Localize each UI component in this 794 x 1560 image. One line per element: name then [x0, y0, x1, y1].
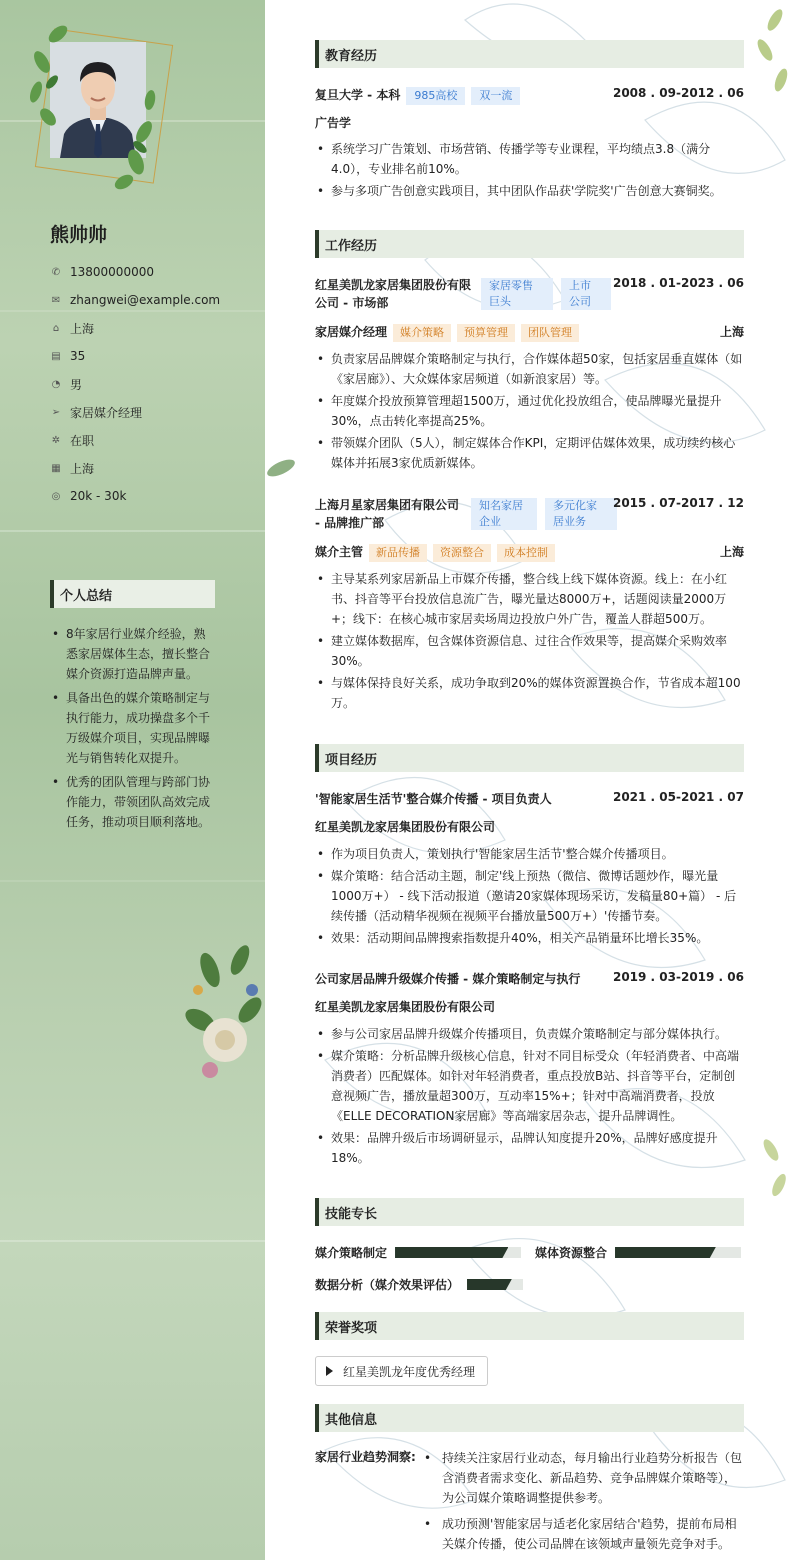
project-name: '智能家居生活节'整合媒介传播 - 项目负责人 — [315, 792, 552, 806]
job-header — [315, 276, 744, 312]
job-role-row — [315, 323, 744, 341]
email-icon: ✉ — [51, 294, 61, 306]
home-icon: ⌂ — [52, 322, 60, 334]
projects-title: 项目经历 — [315, 744, 744, 772]
education-major: 广告学 — [315, 116, 352, 130]
skills-title: 技能专长 — [315, 1198, 744, 1226]
list-item: • 效果：活动期间品牌搜索指数提升40%，相关产品销量环比增长35%。 — [315, 928, 744, 948]
tag-line: 多元化家 — [553, 499, 597, 512]
tag-line: 居业务 — [553, 515, 586, 528]
skill-item — [315, 1276, 523, 1293]
info-target-city — [50, 454, 220, 482]
project-date: 2019 . 03-2019 . 06 — [612, 970, 744, 984]
tag-line: 公司 — [569, 295, 591, 308]
skill-bar — [395, 1247, 521, 1258]
award-name: 红星美凯龙年度优秀经理 — [343, 1364, 476, 1379]
texture-streak — [0, 880, 265, 882]
list-item: • 建立媒体数据库，包含媒体资源信息、过往合作效果等，提高媒介采购效率30%。 — [315, 631, 744, 671]
project-company: 红星美凯龙家居集团股份有限公司 — [315, 1000, 496, 1014]
main-content — [265, 0, 794, 1560]
job-role: 家居媒介经理 — [315, 325, 388, 339]
leaf-wreath — [28, 22, 158, 197]
job-date: 2015 . 07-2017 . 12 — [612, 496, 744, 510]
tag-line: 家居零售 — [489, 279, 533, 292]
sidebar — [0, 0, 265, 1560]
list-item: • 8年家居行业媒介经验，熟悉家居媒体生态，擅长整合媒介资源打造品牌声量。 — [50, 624, 215, 684]
company-tag — [471, 498, 537, 530]
status-icon: ✲ — [51, 434, 61, 446]
award-item — [315, 1356, 488, 1386]
list-item: • 负责家居品牌媒介策略制定与执行，合作媒体超50家，包括家居垂直媒体（如《家居廊》）、大众媒体家居频道（如新浪家居）等。 — [315, 349, 744, 389]
company-name-line: 红星美凯龙家居集团股份有限 — [315, 278, 472, 292]
summary-title: 个人总结 — [50, 580, 215, 608]
company-tag — [561, 278, 611, 310]
education-bullets — [315, 139, 744, 203]
list-item: • 优秀的团队管理与跨部门协作能力，带领团队高效完成任务，推动项目顺利落地。 — [50, 772, 215, 832]
skill-tag: 团队管理 — [521, 324, 579, 342]
skill-bar-fill — [467, 1279, 512, 1290]
skill-item — [535, 1244, 741, 1261]
other-bullets — [422, 1448, 744, 1560]
school-name: 复旦大学 - 本科 — [315, 88, 401, 102]
skill-tag: 资源整合 — [433, 544, 491, 562]
list-item: • 参与公司家居品牌升级媒介传播项目，负责媒介策略制定与部分媒体执行。 — [315, 1024, 744, 1044]
gender-icon: ◔ — [51, 378, 61, 390]
school-tag: 双一流 — [471, 87, 520, 105]
triangle-icon — [326, 1366, 333, 1376]
skill-tag: 成本控制 — [497, 544, 555, 562]
list-item: • 作为项目负责人，策划执行'智能家居生活节'整合媒介传播项目。 — [315, 844, 744, 864]
other-title: 其他信息 — [315, 1404, 744, 1432]
company-name — [315, 496, 475, 532]
info-value: 在职 — [70, 433, 95, 448]
list-item: • 具备出色的媒介策略制定与执行能力，成功操盘多个千万级媒介项目，实现品牌曝光与销售转化双提升。 — [50, 688, 215, 768]
job-role-row — [315, 543, 744, 561]
info-value: 上海 — [70, 321, 95, 336]
corner-leaf-decoration — [745, 0, 794, 110]
contact-info-list — [50, 258, 220, 510]
texture-streak — [0, 530, 265, 532]
tag-line: 企业 — [479, 515, 501, 528]
list-item: • 持续关注家居行业动态，每月输出行业趋势分析报告（包含消费者需求变化、新品趋势、竞争品牌媒介策略等），为公司媒介策略调整提供参考。 — [422, 1448, 744, 1508]
skill-bar-fill — [615, 1247, 716, 1258]
tag-line: 知名家居 — [479, 499, 523, 512]
company-name-line: 公司 - 市场部 — [315, 296, 389, 310]
info-value: 20k - 30k — [70, 489, 127, 503]
job-role: 媒介主管 — [315, 545, 364, 559]
list-item: • 效果：品牌升级后市场调研显示，品牌认知度提升20%，品牌好感度提升18%。 — [315, 1128, 744, 1168]
list-item: • 参与多项广告创意实践项目，其中团队作品获'学院奖'广告创意大赛铜奖。 — [315, 181, 744, 201]
skill-bar — [615, 1247, 741, 1258]
texture-streak — [0, 1240, 265, 1242]
list-item: • 成功预测'智能家居与适老化家居结合'趋势，提前布局相关媒介传播，使公司品牌在该领域声量领先竞争对手。 — [422, 1514, 744, 1554]
leaf-decoration — [265, 455, 297, 481]
phone-icon: ✆ — [51, 266, 61, 278]
work-title: 工作经历 — [315, 230, 744, 258]
company-tag — [481, 278, 553, 310]
project-date: 2021 . 05-2021 . 07 — [612, 790, 744, 804]
job-city: 上海 — [719, 325, 744, 339]
honors-title: 荣誉奖项 — [315, 1312, 744, 1340]
list-item: • 主导某系列家居新品上市媒介传播，整合线上线下媒体资源。线上：在小红书、抖音等平台投放信息流广告，曝光量达8000万+，话题阅读量2000万+；线下：在核心城市家居卖场周边投放户外广告，覆盖人群超500万。 — [315, 569, 744, 629]
info-value: zhangwei@example.com — [70, 293, 221, 307]
info-location — [50, 314, 220, 342]
building-icon: ▦ — [51, 462, 61, 474]
skill-name: 媒介策略制定 — [315, 1246, 388, 1260]
list-item: • 媒介策略：分析品牌升级核心信息，针对不同目标受众（年轻消费者、中高端消费者）匹配媒体。如针对年轻消费者，重点投放B站、抖音等平台，定制创意视频广告，播放量超300万，互动率15%+；针对中高端消费者，投放《ELLE DECORATION家居廊》等高端家居杂志，提升品牌调性。 — [315, 1046, 744, 1126]
summary-list — [50, 624, 215, 836]
skill-bar-fill — [395, 1247, 508, 1258]
info-phone — [50, 258, 220, 286]
info-gender — [50, 370, 220, 398]
avatar-frame — [28, 22, 158, 197]
project-header — [315, 970, 744, 988]
school-tag: 985高校 — [406, 87, 465, 105]
list-item: • 带领媒介团队（5人），制定媒体合作KPI，定期评估媒体效果，成功续约核心媒体并拓展3家优质新媒体。 — [315, 433, 744, 473]
tag-line: 巨头 — [489, 295, 511, 308]
info-status — [50, 426, 220, 454]
list-item: • 年度媒介投放预算管理超1500万，通过优化投放组合，使品牌曝光量提升30%，点击转化率提高25%。 — [315, 391, 744, 431]
other-label: 家居行业趋势洞察: — [315, 1450, 416, 1464]
list-item: • 与媒体保持良好关系，成功争取到20%的媒体资源置换合作，节省成本超100万。 — [315, 673, 744, 713]
list-item: • 媒介策略：结合活动主题，制定'线上预热（微信、微博话题炒作，曝光量1000万+） - 线下活动报道（邀请20家媒体现场采访，发稿量80+篇） - 后续传播（活动精华视频在视频平台播放量500万+）'传播节奏。 — [315, 866, 744, 926]
company-name-line: 上海月星家居集团有限公司 — [315, 498, 460, 512]
skill-name: 媒体资源整合 — [535, 1246, 608, 1260]
job-city: 上海 — [719, 545, 744, 559]
job-bullets — [315, 349, 744, 475]
info-target-job — [50, 398, 220, 426]
flower-decoration — [180, 930, 265, 1090]
education-header — [315, 86, 744, 104]
skill-bar — [467, 1279, 523, 1290]
project-bullets — [315, 1024, 744, 1170]
company-tag — [545, 498, 617, 530]
info-email — [50, 286, 220, 314]
info-value: 13800000000 — [70, 265, 154, 279]
company-name — [315, 276, 485, 312]
skill-tag: 预算管理 — [457, 324, 515, 342]
education-date: 2008 . 09-2012 . 06 — [612, 86, 744, 100]
info-value: 35 — [70, 349, 86, 363]
skill-tag: 媒介策略 — [393, 324, 451, 342]
info-value: 家居媒介经理 — [70, 405, 143, 420]
skill-name: 数据分析（媒介效果评估） — [315, 1278, 460, 1292]
info-value: 上海 — [70, 461, 95, 476]
project-bullets — [315, 844, 744, 950]
job-date: 2018 . 01-2023 . 06 — [612, 276, 744, 290]
info-value: 男 — [70, 377, 83, 392]
age-icon: ▤ — [51, 350, 61, 362]
project-company: 红星美凯龙家居集团股份有限公司 — [315, 820, 496, 834]
company-name-line: - 品牌推广部 — [315, 516, 385, 530]
candidate-name: 熊帅帅 — [50, 224, 108, 246]
project-header — [315, 790, 744, 808]
education-title: 教育经历 — [315, 40, 744, 68]
corner-leaf-decoration — [745, 1130, 794, 1220]
info-age — [50, 342, 220, 370]
job-bullets — [315, 569, 744, 715]
tag-line: 上市 — [569, 279, 591, 292]
info-salary — [50, 482, 220, 510]
job-header — [315, 496, 744, 532]
list-item: • 系统学习广告策划、市场营销、传播学等专业课程，平均绩点3.8（满分4.0），专业排名前10%。 — [315, 139, 744, 179]
project-name: 公司家居品牌升级媒介传播 - 媒介策略制定与执行 — [315, 972, 581, 986]
skill-tag: 新品传播 — [369, 544, 427, 562]
salary-icon: ◎ — [51, 490, 61, 502]
skill-item — [315, 1244, 521, 1261]
send-icon: ➢ — [51, 406, 61, 418]
